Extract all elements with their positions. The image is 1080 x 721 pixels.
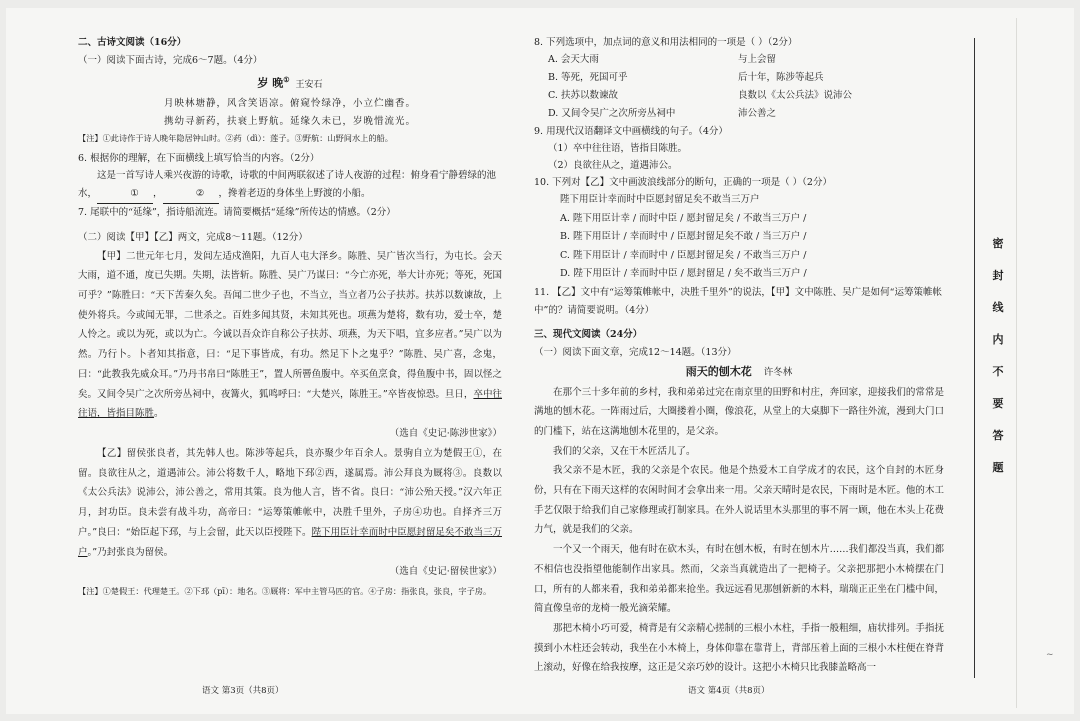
q8-option-c-left: 扶苏以数谏故 bbox=[560, 90, 618, 101]
q6-text-b: 宁静碧绿的池水， bbox=[78, 169, 497, 199]
q8-option-d-left: 又间令吴广之次所旁丛祠中 bbox=[561, 108, 676, 119]
binding-char: 不 bbox=[992, 365, 1004, 378]
passage-yi-wavy: 陛下用臣计幸而时中臣愿封留足矣不敢当三万户 bbox=[78, 526, 502, 558]
page-4 bbox=[534, 34, 944, 678]
binding-char: 题 bbox=[992, 461, 1004, 474]
essay-title: 雨天的刨木花 bbox=[685, 364, 752, 378]
q9-item-1: （1）卒中往往语，皆指目陈胜。 bbox=[548, 143, 688, 154]
q8-option-left bbox=[548, 51, 738, 69]
corner-mark: ~ bbox=[1046, 650, 1054, 660]
q8-option-letter: B. bbox=[548, 72, 559, 83]
poem-title-note: ① bbox=[283, 75, 290, 84]
essay-paragraph: 那把木椅小巧可爱，椅背是有父亲精心搓制的三根小木柱，手指一般粗细，庙状排列。手指抚摸到小木柱还会转动，我坐在小木椅上，身体仰靠在靠背上，背部压着上面的三根小木柱便在脊背上滚动，好像在给我按摩，这正是父亲巧妙的设计。这把小木椅只比我膝盖略高一 bbox=[534, 622, 944, 674]
page-4-footer: 语文 第4页（共8页） bbox=[688, 686, 770, 696]
page-gutter bbox=[1016, 18, 1017, 708]
q10-option-b: B. 陛下用臣计 / 幸而时中 / 臣愿封留足矣不敢 / 当三万户 / bbox=[560, 231, 807, 242]
essay-paragraph: 我父亲不是木匠，我的父亲是个农民。他是个热爱木工自学成才的农民，这个自封的木匠身份，只有在下雨天这样的农闲时间才会拿出来一用。父亲天晴时是农民，下雨时是木匠。他的木工手艺仅限于给我们自己家修理或打制家具。在外人说话里木头那里的事不屑一顾，他在木头上花费力气，就是我们的父亲。 bbox=[534, 465, 944, 536]
q8-option-letter: C. bbox=[548, 90, 558, 101]
page-3 bbox=[78, 34, 502, 598]
q6-blank-1[interactable]: ① bbox=[97, 185, 153, 204]
essay-paragraph: 在那个三十多年前的乡村，我和弟弟过完在南京里的田野和村庄，奔回家，迎接我们的常常是满地的刨木花。一阵雨过后，大圈搂着小圈，像浪花，从堂上的大桌脚下一路往外流，漫到大门口的门槛下，站在这满地刨木花里的，是父亲。 bbox=[534, 386, 944, 437]
q8-option-b-right: 后十年，陈涉等起兵 bbox=[738, 72, 824, 83]
q8-option-left bbox=[548, 105, 738, 123]
source-jia: （选自《史记·陈涉世家》） bbox=[389, 427, 502, 439]
question-6: 6. 根据你的理解，在下面横线上填写恰当的内容。（2分） bbox=[78, 152, 320, 164]
q8-option-b-left: 等死，死国可乎 bbox=[561, 72, 628, 83]
poem-line: 携幼寻新药，扶衰上野航。延缘久未已，岁晚惜流光。 bbox=[163, 115, 416, 127]
passage-jia-end: 。 bbox=[154, 408, 164, 420]
question-10: 10. 下列对【乙】文中画波浪线部分的断句，正确的一项是（ ）（2分） bbox=[534, 177, 832, 188]
binding-char: 要 bbox=[992, 397, 1004, 410]
q9-item-2: （2）良欲往从之，道遇沛公。 bbox=[548, 160, 678, 171]
q10-option-c: C. 陛下用臣计 / 幸而时中 / 臣愿封留足矣 / 不敢当三万户 / bbox=[560, 249, 807, 261]
q8-option-d-right: 沛公善之 bbox=[738, 108, 777, 119]
binding-char: 封 bbox=[992, 269, 1004, 282]
source-yi: （选自《史记·留侯世家》） bbox=[389, 566, 502, 578]
q8-option-left bbox=[548, 69, 738, 87]
section-2-heading: 二、古诗文阅读（16分） bbox=[78, 37, 187, 48]
q8-option-letter: D. bbox=[548, 108, 559, 119]
q8-option bbox=[534, 87, 944, 105]
question-7: 7. 尾联中的“延缘”，指诗船流连。请简要概括“延缘”所传达的情感。（2分） bbox=[78, 206, 396, 218]
binding-char: 内 bbox=[992, 333, 1004, 346]
passage-jia bbox=[78, 247, 502, 424]
section-3-heading: 三、现代文阅读（24分） bbox=[534, 328, 643, 340]
poem-instruction: （一）阅读下面古诗，完成6～7题。（4分） bbox=[78, 55, 263, 66]
poem-title-line bbox=[78, 70, 502, 95]
poem-note: 【注】①此诗作于诗人晚年隐居钟山时。②药（dì）：莲子。③野航：山野间水上的船。 bbox=[78, 132, 393, 143]
poem-line: 月映林塘静，风含笑语凉。俯窥怜绿净，小立伫幽香。 bbox=[163, 97, 416, 109]
q8-option-letter: A. bbox=[548, 54, 558, 65]
page-3-footer: 语文 第3页（共8页） bbox=[202, 686, 284, 696]
essay-title-line bbox=[534, 362, 944, 383]
passage-jia-underlined: 卒中往往语，皆指目陈胜 bbox=[78, 388, 502, 420]
question-9: 9. 用现代汉语翻译文中画横线的句子。（4分） bbox=[534, 126, 728, 137]
passage-jia-text: 【甲】二世元年七月，发闾左适戍渔阳，九百人屯大泽乡。陈胜、吴广皆次当行，为屯长。会天大雨，道不通，度已失期。失期，法皆斩。陈胜、吴广乃谋曰：“今亡亦死，举大计亦死；等死，死国可乎？”陈胜曰：“天下苦秦久矣。吾闻二世少子也，不当立，当立者乃公子扶苏。扶苏以数谏故，上使外将兵。今或闻无罪，二世杀之。百姓多闻其贤，未知其死也。项燕为楚将，数有功，爱士卒，楚人怜之。或以为死，或以为亡。今诚以吾众诈自称公子扶苏、项燕，为天下唱，宜多应者。”吴广以为然。乃行卜。卜者知其指意，曰：“足下事皆成，有功。然足下卜之鬼乎？”陈胜、吴广喜，念鬼，曰：“此教我先威众耳。”乃丹书帛曰“陈胜王”，置人所罾鱼腹中。卒买鱼烹食，得鱼腹中书，固以怪之矣。又间令吴广之次所旁丛祠中，夜篝火，狐鸣呼曰：“大楚兴，陈胜王。”卒皆夜惊恐。旦日， bbox=[78, 250, 502, 400]
q6-blank-2[interactable]: ② bbox=[163, 185, 219, 204]
passage-yi-end: 。”乃封张良为留侯。 bbox=[87, 546, 174, 558]
q8-option-c-right: 良数以《太公兵法》说沛公 bbox=[738, 90, 853, 101]
q10-option-a: A. 陛下用臣计幸 / 而时中臣 / 愿封留足矣 / 不敢当三万户 / bbox=[560, 212, 807, 224]
binding-margin-notice bbox=[986, 238, 1010, 474]
passage-yi-text: 【乙】留侯张良者，其先韩人也。陈涉等起兵，良亦聚少年百余人。景驹自立为楚假王①，在留。良欲往从之，道遇沛公。沛公将数千人，略地下邳②西，遂属焉。沛公拜良为厩将③。良数以《太公兵法》说沛公，沛公善之，常用其策。良为他人言，皆不省。良曰：“沛公殆天授。”汉六年正月，封功臣。良未尝有战斗功，高帝曰：“运筹策帷帐中，决胜千里外，子房④功也。自择齐三万户。”良曰：“始臣起下邳，与上会留，此天以臣授陛下。 bbox=[78, 447, 502, 538]
q8-option bbox=[534, 105, 944, 123]
binding-char: 答 bbox=[992, 429, 1004, 442]
q8-option bbox=[534, 51, 944, 69]
binding-line bbox=[974, 38, 975, 678]
essay-paragraph: 我们的父亲，又在干木匠活儿了。 bbox=[553, 445, 696, 457]
binding-char: 线 bbox=[992, 301, 1004, 314]
q8-option-a-right: 与上会留 bbox=[738, 54, 777, 65]
question-8: 8. 下列选项中，加点词的意义和用法相同的一项是（ ）（2分） bbox=[534, 37, 798, 48]
passage-yi bbox=[78, 444, 502, 562]
essay-instruction: （一）阅读下面文章，完成12～14题。（13分） bbox=[534, 346, 737, 358]
q10-option-d: D. 陛下用臣计 / 幸而时中臣 / 愿封留足 / 矣不敢当三万户 / bbox=[560, 268, 807, 279]
question-11: 11. 【乙】文中有“运筹策帷帐中，决胜千里外”的说法，【甲】文中陈胜、吴广是如何“运筹策帷帐中”的？请简要说明。（4分） bbox=[534, 286, 942, 316]
q8-option bbox=[534, 69, 944, 87]
q8-option-left bbox=[548, 87, 738, 105]
essay-paragraph: 一个又一个雨天，他有时在砍木头，有时在刨木板，有时在刨木片……我们都没当真，我们都不相信也没指望他能制作出家具。然而，父亲当真就造出了一把椅子。父亲把那把小木椅摆在门口，所有的人都来看，我和弟弟都来抢坐。我远远看见那刨新新的木料，瑞瑞正正坐在门槛中间，简直像皇帝的龙椅一般光滴荣耀。 bbox=[534, 544, 944, 615]
passage-yi-note: 【注】①楚假王：代理楚王。②下邳（pī）：地名。③厩将：军中主管马匹的官。④子房：指张良，张良，字子房。 bbox=[78, 586, 492, 597]
classical-instruction: （二）阅读【甲】【乙】两文，完成8～11题。（12分） bbox=[78, 231, 308, 243]
q6-text-a: 这是一首写诗人乘兴夜游的诗歌，诗歌的中间两联叙述了诗人夜游的过程：俯身看 bbox=[97, 169, 440, 181]
exam-sheet bbox=[6, 8, 1074, 714]
q10-sentence: 陛下用臣计幸而时中臣愿封留足矣不敢当三万户 bbox=[560, 194, 760, 205]
q8-option-a-left: 会天大雨 bbox=[560, 54, 599, 65]
essay-author: 许冬林 bbox=[763, 366, 793, 378]
poem-author: 王安石 bbox=[295, 79, 323, 90]
q6-text-c: ，搀着老迈的身体坐上野渡的小船。 bbox=[218, 187, 371, 199]
binding-char: 密 bbox=[992, 237, 1004, 250]
poem-title: 岁 晚 bbox=[257, 76, 284, 90]
q6-text: 这是一首写诗人乘兴夜游的诗歌，诗歌的中间两联叙述了诗人夜游的过程：俯身看宁静碧绿的池水， ① ， ② ，搀着老迈的身体坐上野渡的小船。 bbox=[78, 167, 502, 204]
